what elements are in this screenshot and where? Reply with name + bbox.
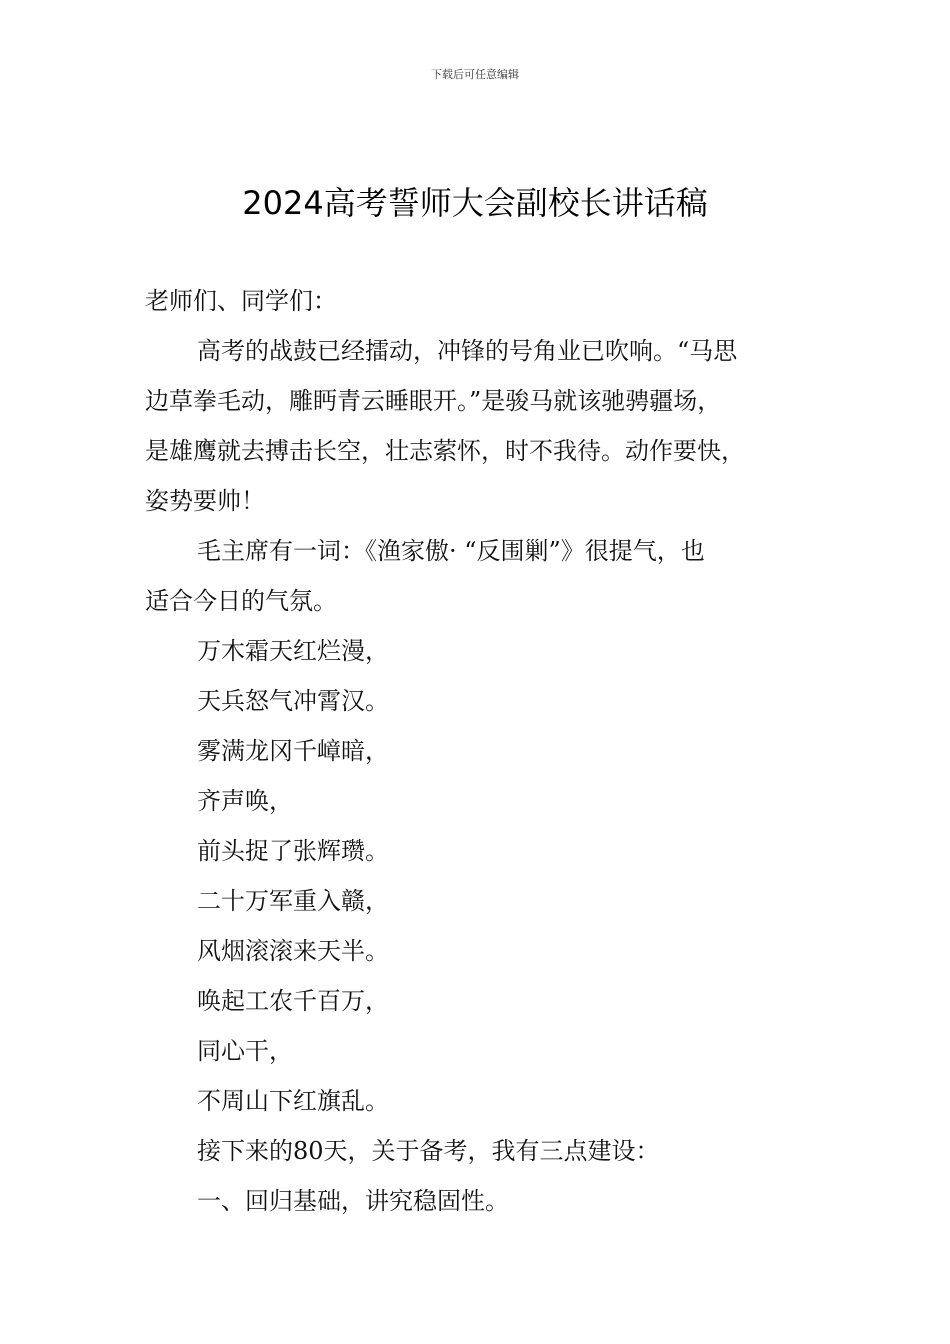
poem-line: 天兵怒气冲霄汉。 [197,687,389,715]
poem-line: 唤起工农千百万， [197,987,389,1015]
document-title: 2024高考誓师大会副校长讲话稿 [242,184,708,222]
paragraph-line: 姿势要帅！ [145,487,265,515]
poem-line: 雾满龙冈千嶂暗， [197,737,389,765]
document-body [145,276,807,1226]
paragraph-line: 接下来的80天，关于备考，我有三点建设： [197,1137,660,1165]
paragraph-line: 是雄鹰就去搏击长空，壮志萦怀，时不我待。动作要快， [145,437,745,465]
salutation-line: 老师们、同学们： [145,287,337,315]
poem-line: 风烟滚滚来天半。 [197,937,389,965]
header-note: 下载后可任意编辑 [431,68,519,81]
poem-line: 前头捉了张辉瓒。 [197,837,389,865]
poem-line: 齐声唤， [197,787,293,815]
poem-line: 同心干， [197,1037,293,1065]
poem-line: 二十万军重入赣， [197,887,389,915]
paragraph-line: 高考的战鼓已经擂动，冲锋的号角业已吹响。“马思 [197,337,738,365]
paragraph-line: 适合今日的气氛。 [145,587,337,615]
poem-line: 万木霜天红烂漫， [197,637,389,665]
poem-line: 不周山下红旗乱。 [197,1087,389,1115]
paragraph-line: 边草拳毛动，雕眄青云睡眼开。”是骏马就该驰骋疆场， [145,387,722,415]
section-heading: 一、回归基础，讲究稳固性。 [197,1187,509,1215]
paragraph-line: 毛主席有一词：《渔家傲· “反围剿”》很提气，也 [197,537,705,565]
